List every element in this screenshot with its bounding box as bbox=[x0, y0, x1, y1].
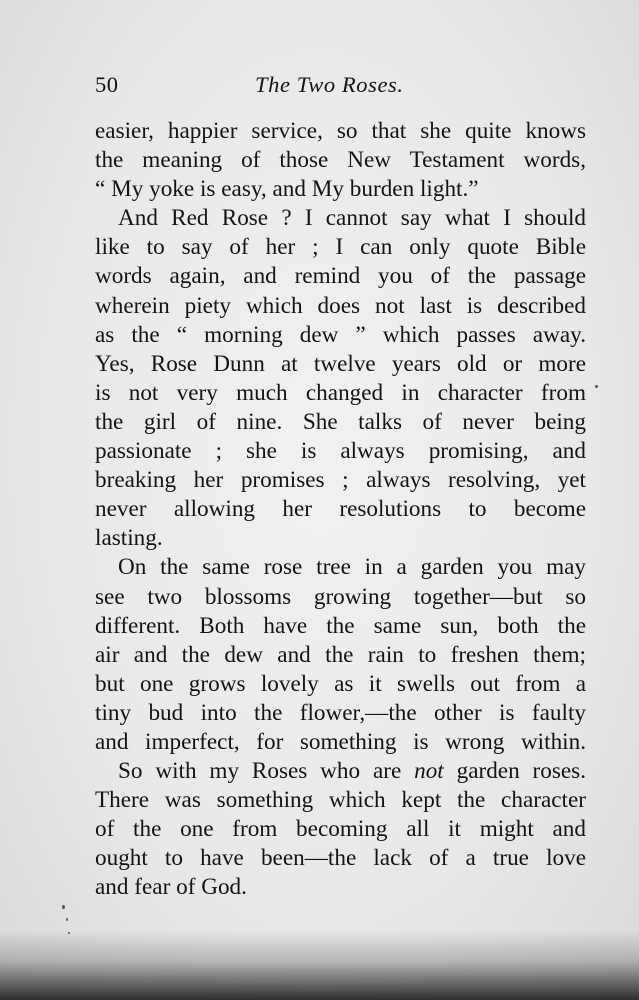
text-line: And Red Rose ? I cannot say what I should bbox=[118, 205, 586, 232]
text-fragment: So with my Roses who are bbox=[118, 758, 415, 785]
text-line: is not very much changed in character from bbox=[95, 379, 586, 406]
body-text bbox=[95, 117, 586, 903]
text-line: the meaning of those New Testament words, bbox=[95, 147, 586, 174]
text-line: like to say of her ; I can only quote Bible bbox=[95, 234, 586, 261]
text-line: wherein piety which does not last is described bbox=[95, 292, 586, 319]
page-header bbox=[95, 72, 535, 106]
text-line: There was something which kept the character bbox=[95, 787, 586, 814]
text-line: lasting. bbox=[95, 525, 163, 552]
text-line: the girl of nine. She talks of never being bbox=[95, 408, 586, 435]
text-line: air and the dew and the rain to freshen them; bbox=[95, 641, 586, 668]
text-line: On the same rose tree in a garden you may bbox=[118, 554, 586, 581]
text-line: tiny bud into the flower,—the other is faulty bbox=[95, 699, 586, 726]
text-line: never allowing her resolutions to become bbox=[95, 496, 586, 523]
text-line: Yes, Rose Dunn at twelve years old or more bbox=[95, 350, 586, 377]
text-line: different. Both have the same sun, both the bbox=[95, 612, 586, 639]
page-edge-shadow bbox=[0, 930, 639, 1000]
text-line: and imperfect, for something is wrong within. bbox=[95, 728, 586, 755]
text-line: as the “ morning dew ” which passes away. bbox=[95, 321, 586, 348]
text-line: words again, and remind you of the passage bbox=[95, 263, 586, 290]
text-line: passionate ; she is always promising, and bbox=[95, 438, 586, 465]
text-line: ought to have been—the lack of a true love bbox=[95, 845, 586, 872]
scan-speck bbox=[595, 385, 598, 388]
scan-speck bbox=[62, 905, 65, 909]
text-line: see two blossoms growing together—but so bbox=[95, 583, 586, 610]
text-line: “ My yoke is easy, and My burden light.” bbox=[95, 176, 479, 203]
text-fragment: garden roses. bbox=[443, 758, 586, 785]
text-line: but one grows lovely as it swells out from a bbox=[95, 670, 586, 697]
italic-word: not bbox=[414, 758, 444, 785]
text-line: of the one from becoming all it might and bbox=[95, 816, 586, 843]
text-line: easier, happier service, so that she quite knows bbox=[95, 118, 586, 144]
scan-speck bbox=[66, 918, 68, 921]
running-title: The Two Roses. bbox=[255, 72, 404, 97]
text-line: and fear of God. bbox=[95, 874, 247, 901]
page-number: 50 bbox=[95, 72, 119, 97]
text-line: breaking her promises ; always resolving, yet bbox=[95, 467, 586, 494]
text-line-with-italic bbox=[95, 757, 586, 786]
